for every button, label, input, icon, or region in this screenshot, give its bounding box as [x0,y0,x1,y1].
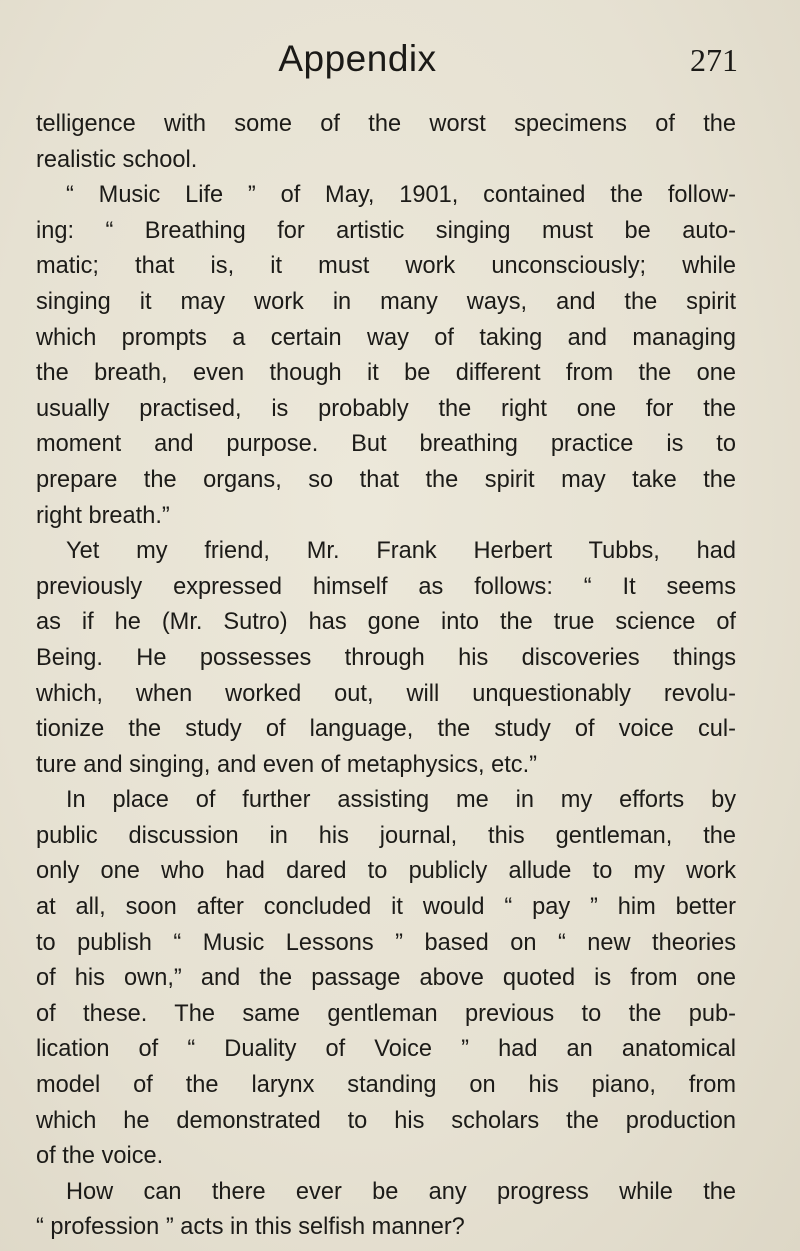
text-line: usually practised, is probably the right one for the [36,395,736,422]
text-line: moment and purpose. But breathing practice is to [36,431,736,458]
chapter-title: Appendix [278,38,437,79]
text-line: Being. He possesses through his discoveries things [36,644,736,671]
text-line: as if he (Mr. Sutro) has gone into the true science of [36,609,736,636]
text-line: the breath, even though it be different from the one [36,360,736,387]
text-line: only one who had dared to publicly allude to my work [36,858,736,885]
text-line: of his own,” and the passage above quoted is from one [36,965,736,992]
text-line: realistic school. [36,146,198,173]
body-text [36,107,736,1246]
text-line: lication of “ Duality of Voice ” had an anatomical [36,1036,736,1063]
text-line: which he demonstrated to his scholars the production [36,1107,736,1134]
text-line: previously expressed himself as follows: “ It seems [36,573,736,600]
text-line: public discussion in his journal, this gentleman, the [36,822,736,849]
text-line: prepare the organs, so that the spirit may take the [36,466,736,493]
text-line: which, when worked out, will unquestionably revolu- [36,680,736,707]
text-line: ture and singing, and even of metaphysics, etc.” [36,751,537,778]
text-line: at all, soon after concluded it would “ pay ” him better [36,894,736,921]
text-line: ing: “ Breathing for artistic singing must be auto- [36,217,736,244]
text-line: How can there ever be any progress while the [66,1178,736,1205]
running-head [0,30,800,90]
text-line: matic; that is, it must work unconsciously; while [36,253,736,280]
text-line: Yet my friend, Mr. Frank Herbert Tubbs, had [66,538,736,565]
text-line: tionize the study of language, the study of voice cul- [36,716,736,743]
text-line: right breath.” [36,502,170,529]
text-line: of the voice. [36,1143,164,1170]
text-line: “ profession ” acts in this selfish manner? [36,1214,465,1241]
text-line: to publish “ Music Lessons ” based on “ new theories [36,929,736,956]
text-line: which prompts a certain way of taking and managing [36,324,736,351]
text-line: “ Music Life ” of May, 1901, contained the follow- [66,182,736,209]
text-line: of these. The same gentleman previous to the pub- [36,1000,736,1027]
text-line: singing it may work in many ways, and the spirit [36,288,736,315]
page-number: 271 [690,42,738,78]
text-line: In place of further assisting me in my efforts by [66,787,736,814]
text-line: model of the larynx standing on his piano, from [36,1072,736,1099]
text-line: telligence with some of the worst specimens of the [36,111,736,137]
